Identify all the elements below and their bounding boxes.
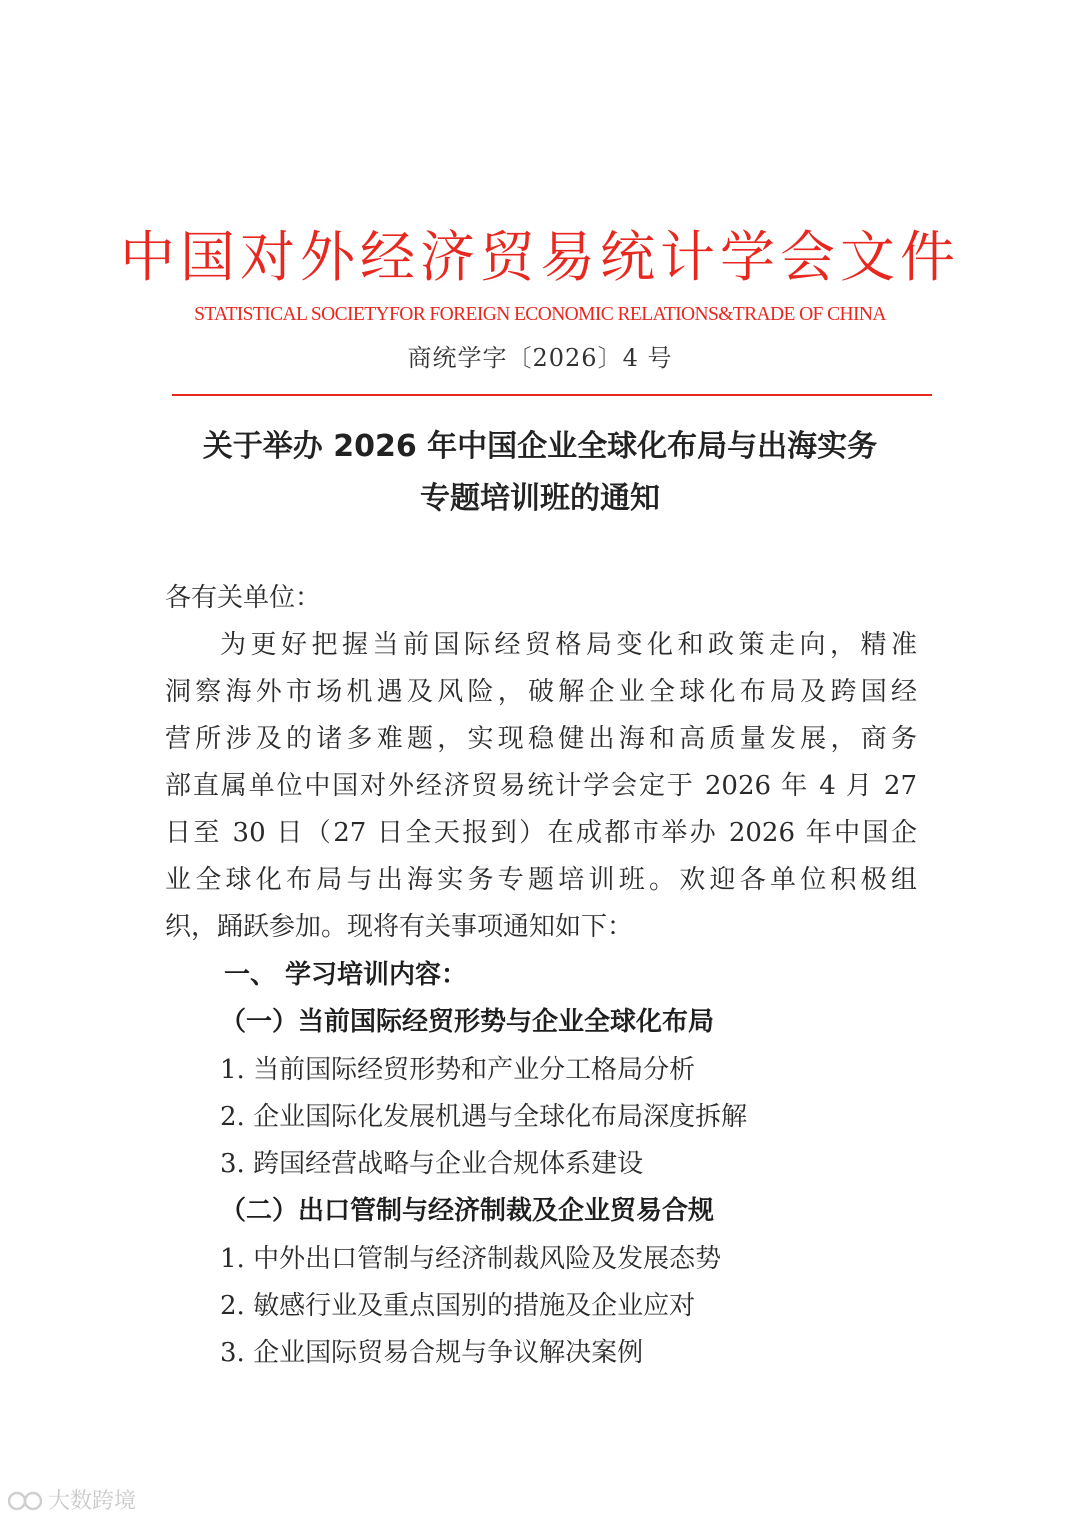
subsection-heading: （一）当前国际经贸形势与企业全球化布局 xyxy=(220,1007,715,1037)
paragraph-line: 洞察海外市场机遇及风险，破解企业全球化布局及跨国经 xyxy=(165,677,917,707)
list-item: 2. 敏感行业及重点国别的措施及企业应对 xyxy=(220,1291,696,1321)
paragraph-line: 为更好把握当前国际经贸格局变化和政策走向，精准 xyxy=(220,630,917,660)
list-item: 3. 企业国际贸易合规与争议解决案例 xyxy=(220,1338,644,1368)
notice-title-line-2: 专题培训班的通知 xyxy=(420,481,660,516)
salutation: 各有关单位： xyxy=(165,583,322,613)
subsection-heading: （二）出口管制与经济制裁及企业贸易合规 xyxy=(220,1196,715,1226)
paragraph-line: 日至 30 日（27 日全天报到）在成都市举办 2026 年中国企 xyxy=(165,818,917,848)
paragraph-line: 织，踊跃参加。现将有关事项通知如下： xyxy=(165,912,634,942)
document-number: 商统学字〔2026〕4 号 xyxy=(407,344,673,372)
list-item: 1. 当前国际经贸形势和产业分工格局分析 xyxy=(220,1055,696,1085)
header-divider xyxy=(172,394,932,396)
paragraph-line: 营所涉及的诸多难题，实现稳健出海和高质量发展，商务 xyxy=(165,724,917,754)
notice-title-line-1: 关于举办 2026 年中国企业全球化布局与出海实务 xyxy=(202,429,878,464)
watermark-text: 大数跨境 xyxy=(48,1489,137,1514)
list-item: 1. 中外出口管制与经济制裁风险及发展态势 xyxy=(220,1244,722,1274)
list-item: 3. 跨国经营战略与企业合规体系建设 xyxy=(220,1149,644,1179)
document-header-title: 中国对外经济贸易统计学会文件 xyxy=(119,225,960,289)
list-item: 2. 企业国际化发展机遇与全球化布局深度拆解 xyxy=(220,1102,748,1132)
watermark xyxy=(8,1488,136,1516)
section-heading: 一、 学习培训内容： xyxy=(224,960,468,990)
paragraph-line: 部直属单位中国对外经济贸易统计学会定于 2026 年 4 月 27 xyxy=(165,771,917,801)
paragraph-line: 业全球化布局与出海实务专题培训班。欢迎各单位积极组 xyxy=(165,865,917,895)
watermark-logo-icon xyxy=(8,1490,42,1512)
document-header-english-name: STATISTICAL SOCIETYFOR FOREIGN ECONOMIC RELATIONS&TRADE OF CHINA xyxy=(194,304,886,325)
